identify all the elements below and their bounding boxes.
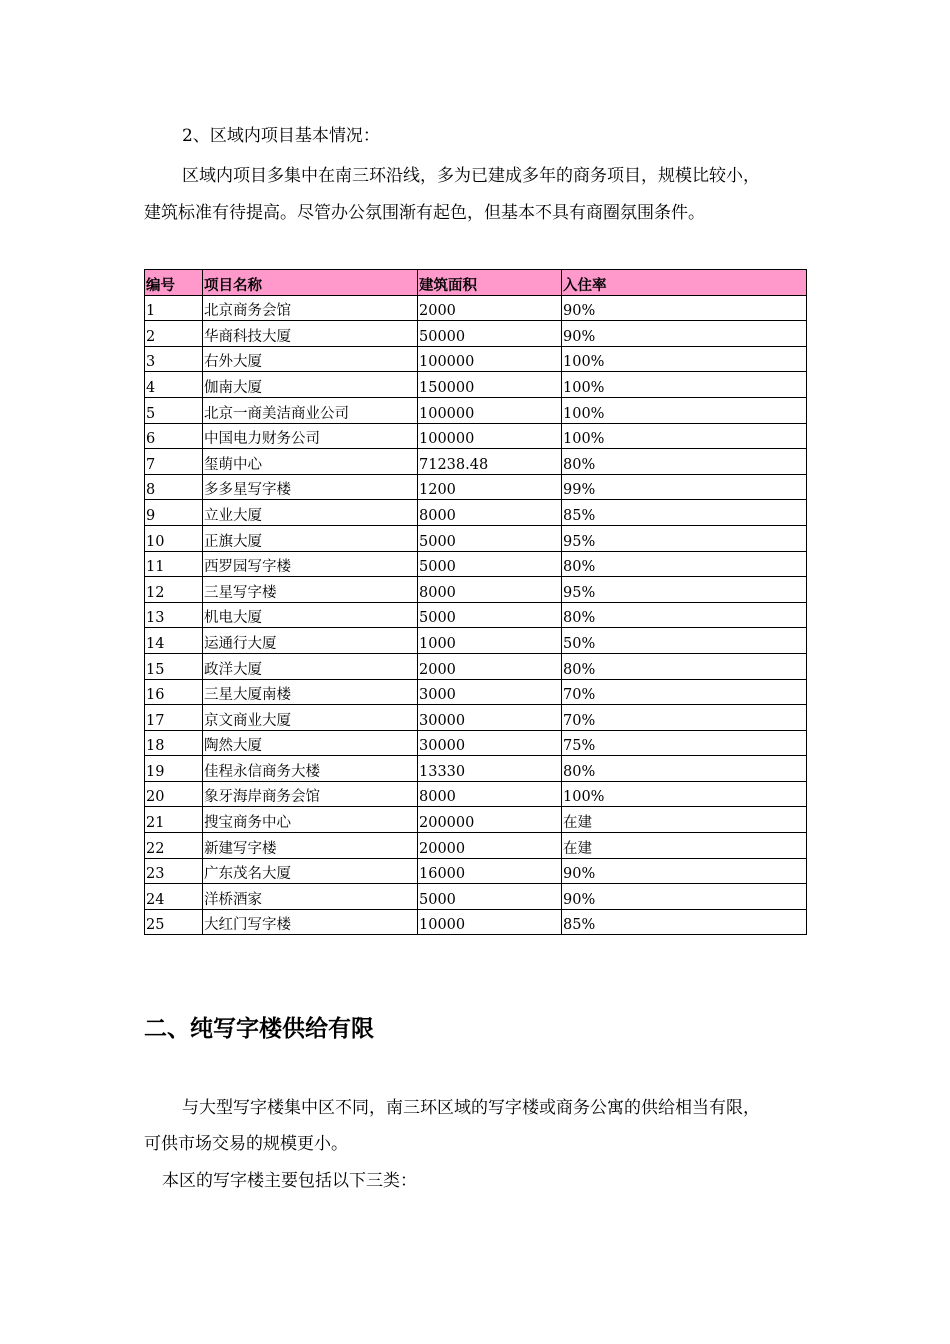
table-row [145,628,807,654]
occupancy-rate: 75% [562,730,807,756]
row-number: 6 [145,423,203,449]
table-row [145,653,807,679]
floor-area: 100000 [418,397,562,423]
row-number: 10 [145,525,203,551]
table-row [145,602,807,628]
row-number: 19 [145,756,203,782]
project-table [144,269,807,935]
row-number: 4 [145,372,203,398]
floor-area: 20000 [418,833,562,859]
row-number: 11 [145,551,203,577]
occupancy-rate: 70% [562,705,807,731]
project-name: 立业大厦 [203,500,418,526]
row-number: 13 [145,602,203,628]
floor-area: 10000 [418,909,562,935]
row-number: 12 [145,577,203,603]
categories-intro: 本区的写字楼主要包括以下三类： [162,1171,417,1191]
project-name: 北京商务会馆 [203,295,418,321]
row-number: 24 [145,884,203,910]
row-number: 8 [145,474,203,500]
project-name: 北京一商美洁商业公司 [203,397,418,423]
occupancy-rate: 100% [562,346,807,372]
project-name: 象牙海岸商务会馆 [203,781,418,807]
table-row [145,295,807,321]
floor-area: 1000 [418,628,562,654]
occupancy-rate: 在建 [562,833,807,859]
floor-area: 30000 [418,705,562,731]
row-number: 2 [145,321,203,347]
floor-area: 13330 [418,756,562,782]
project-name: 中国电力财务公司 [203,423,418,449]
project-name: 洋桥酒家 [203,884,418,910]
table-row [145,577,807,603]
occupancy-rate: 80% [562,653,807,679]
occupancy-rate: 90% [562,884,807,910]
floor-area: 3000 [418,679,562,705]
floor-area: 30000 [418,730,562,756]
project-name: 西罗园写字楼 [203,551,418,577]
project-name: 三星大厦南楼 [203,679,418,705]
floor-area: 5000 [418,602,562,628]
floor-area: 2000 [418,653,562,679]
table-row [145,525,807,551]
table-row [145,346,807,372]
row-number: 18 [145,730,203,756]
row-number: 3 [145,346,203,372]
project-name: 京文商业大厦 [203,705,418,731]
project-name: 政洋大厦 [203,653,418,679]
table-header-row [145,270,807,296]
row-number: 7 [145,449,203,475]
row-number: 16 [145,679,203,705]
occupancy-rate: 80% [562,449,807,475]
floor-area: 200000 [418,807,562,833]
occupancy-rate: 70% [562,679,807,705]
occupancy-rate: 90% [562,321,807,347]
occupancy-rate: 95% [562,525,807,551]
table-row [145,730,807,756]
occupancy-rate: 80% [562,756,807,782]
table-row [145,781,807,807]
table-row [145,500,807,526]
floor-area: 50000 [418,321,562,347]
table-row [145,884,807,910]
project-name: 玺萌中心 [203,449,418,475]
project-name: 机电大厦 [203,602,418,628]
row-number: 17 [145,705,203,731]
occupancy-rate: 85% [562,500,807,526]
project-name: 搜宝商务中心 [203,807,418,833]
row-number: 9 [145,500,203,526]
row-number: 22 [145,833,203,859]
supply-paragraph-line-2: 可供市场交易的规模更小。 [144,1134,348,1154]
table-row [145,807,807,833]
floor-area: 8000 [418,500,562,526]
section-title: 二、纯写字楼供给有限 [144,1016,374,1042]
occupancy-rate: 50% [562,628,807,654]
occupancy-rate: 90% [562,295,807,321]
floor-area: 150000 [418,372,562,398]
occupancy-rate: 在建 [562,807,807,833]
project-name: 佳程永信商务大楼 [203,756,418,782]
row-number: 20 [145,781,203,807]
occupancy-rate: 85% [562,909,807,935]
floor-area: 8000 [418,577,562,603]
project-name: 华商科技大厦 [203,321,418,347]
project-name: 右外大厦 [203,346,418,372]
header-project-name: 项目名称 [203,270,418,296]
project-name: 三星写字楼 [203,577,418,603]
floor-area: 5000 [418,551,562,577]
occupancy-rate: 95% [562,577,807,603]
occupancy-rate: 80% [562,551,807,577]
row-number: 14 [145,628,203,654]
row-number: 5 [145,397,203,423]
occupancy-rate: 90% [562,858,807,884]
occupancy-rate: 80% [562,602,807,628]
floor-area: 1200 [418,474,562,500]
occupancy-rate: 100% [562,397,807,423]
intro-paragraph-line-1: 区域内项目多集中在南三环沿线，多为已建成多年的商务项目，规模比较小， [182,166,760,186]
project-name: 陶然大厦 [203,730,418,756]
table-row [145,551,807,577]
row-number: 15 [145,653,203,679]
table-row [145,909,807,935]
header-number: 编号 [145,270,203,296]
table-row [145,833,807,859]
table-row [145,397,807,423]
occupancy-rate: 99% [562,474,807,500]
project-name: 运通行大厦 [203,628,418,654]
floor-area: 2000 [418,295,562,321]
header-occupancy-rate: 入住率 [562,270,807,296]
table-row [145,449,807,475]
row-number: 21 [145,807,203,833]
project-name: 广东茂名大厦 [203,858,418,884]
table-row [145,858,807,884]
table-row [145,372,807,398]
row-number: 23 [145,858,203,884]
intro-paragraph-line-2: 建筑标准有待提高。尽管办公氛围渐有起色，但基本不具有商圈氛围条件。 [144,203,705,223]
row-number: 25 [145,909,203,935]
floor-area: 100000 [418,423,562,449]
occupancy-rate: 100% [562,372,807,398]
table-row [145,423,807,449]
floor-area: 5000 [418,884,562,910]
table-row [145,679,807,705]
header-floor-area: 建筑面积 [418,270,562,296]
floor-area: 100000 [418,346,562,372]
occupancy-rate: 100% [562,781,807,807]
row-number: 1 [145,295,203,321]
floor-area: 16000 [418,858,562,884]
project-name: 新建写字楼 [203,833,418,859]
project-name: 大红门写字楼 [203,909,418,935]
table-row [145,321,807,347]
table-row [145,705,807,731]
floor-area: 71238.48 [418,449,562,475]
occupancy-rate: 100% [562,423,807,449]
project-name: 正旗大厦 [203,525,418,551]
table-body [145,295,807,935]
project-name: 多多星写字楼 [203,474,418,500]
floor-area: 8000 [418,781,562,807]
subsection-heading: 2、区域内项目基本情况： [182,126,380,146]
table-row [145,756,807,782]
floor-area: 5000 [418,525,562,551]
project-name: 伽南大厦 [203,372,418,398]
table-row [145,474,807,500]
supply-paragraph-line-1: 与大型写字楼集中区不同，南三环区域的写字楼或商务公寓的供给相当有限， [182,1098,760,1118]
